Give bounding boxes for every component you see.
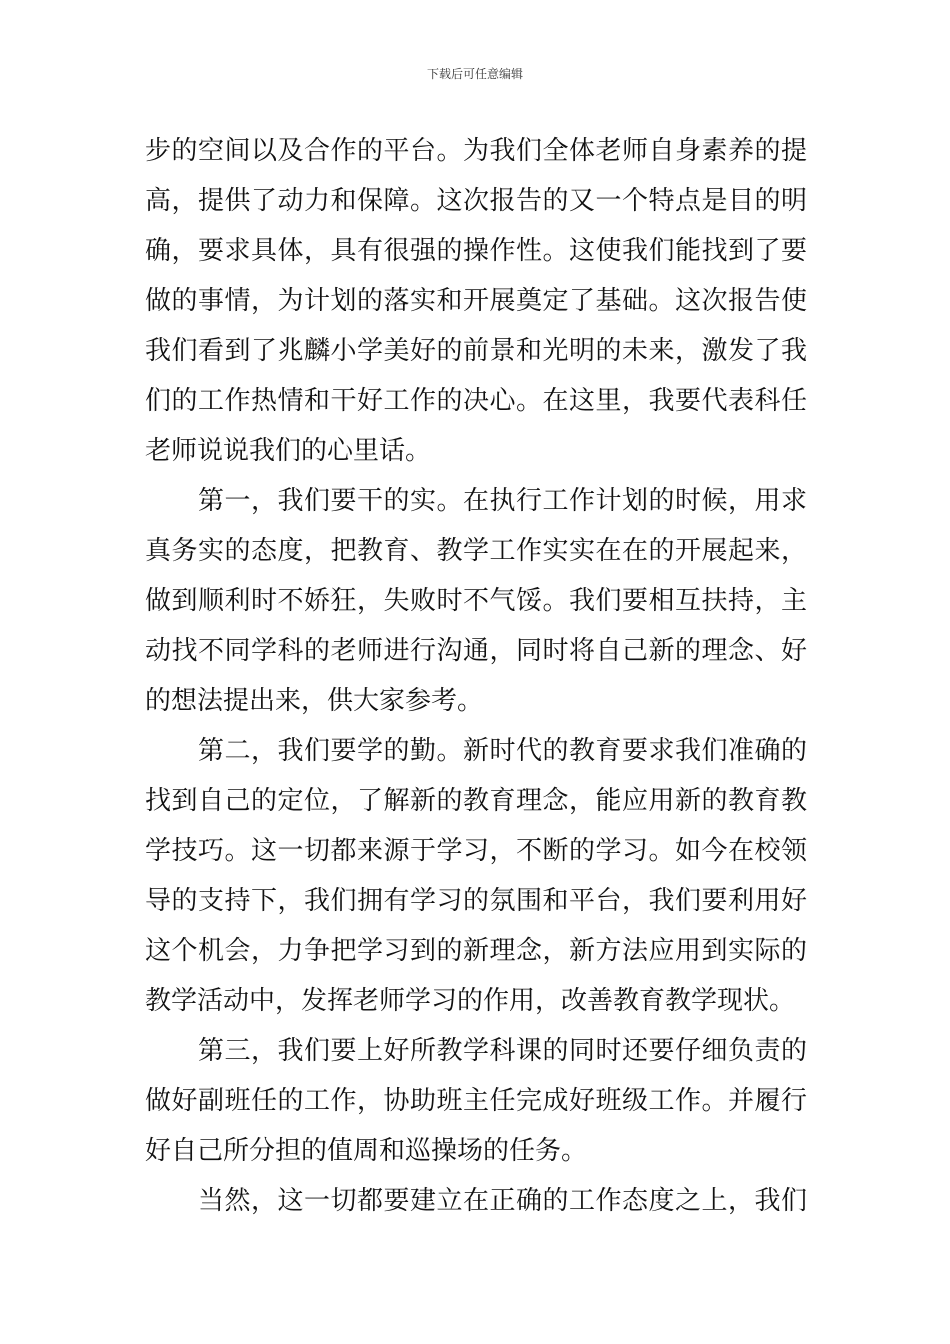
paragraph-line: 好自己所分担的值周和巡操场的任务。 bbox=[145, 1136, 588, 1166]
paragraph-line: 步的空间以及合作的平台。为我们全体老师自身素养的提 bbox=[145, 136, 807, 166]
page-header: 下载后可任意编辑 bbox=[426, 67, 523, 81]
paragraph-line: 老师说说我们的心里话。 bbox=[145, 436, 432, 466]
paragraph-line: 动找不同学科的老师进行沟通，同时将自己新的理念、好 bbox=[145, 636, 807, 666]
paragraph-line: 找到自己的定位，了解新的教育理念，能应用新的教育教 bbox=[145, 786, 807, 816]
paragraph-line: 第三，我们要上好所教学科课的同时还要仔细负责的 bbox=[198, 1036, 807, 1066]
paragraph-line: 这个机会，力争把学习到的新理念，新方法应用到实际的 bbox=[145, 936, 807, 966]
paragraph-line: 们的工作热情和干好工作的决心。在这里，我要代表科任 bbox=[145, 386, 807, 416]
paragraph-line: 确，要求具体，具有很强的操作性。这使我们能找到了要 bbox=[145, 236, 807, 266]
paragraph-line: 第一，我们要干的实。在执行工作计划的时候，用求 bbox=[198, 486, 807, 516]
paragraph-line: 高，提供了动力和保障。这次报告的又一个特点是目的明 bbox=[145, 186, 807, 216]
paragraph-line: 做的事情，为计划的落实和开展奠定了基础。这次报告使 bbox=[145, 286, 807, 316]
paragraph-line: 教学活动中，发挥老师学习的作用，改善教育教学现状。 bbox=[145, 986, 796, 1016]
paragraph-line: 学技巧。这一切都来源于学习，不断的学习。如今在校领 bbox=[145, 836, 807, 866]
paragraph-line: 真务实的态度，把教育、教学工作实实在在的开展起来， bbox=[145, 536, 807, 566]
paragraph-line: 做到顺利时不娇狂，失败时不气馁。我们要相互扶持，主 bbox=[145, 586, 807, 616]
paragraph-line: 第二，我们要学的勤。新时代的教育要求我们准确的 bbox=[198, 736, 807, 766]
document-body bbox=[145, 126, 807, 1226]
paragraph-line: 做好副班任的工作，协助班主任完成好班级工作。并履行 bbox=[145, 1086, 807, 1116]
paragraph-line: 我们看到了兆麟小学美好的前景和光明的未来，激发了我 bbox=[145, 336, 807, 366]
paragraph-line: 的想法提出来，供大家参考。 bbox=[145, 686, 484, 716]
paragraph-line: 当然，这一切都要建立在正确的工作态度之上，我们 bbox=[198, 1186, 807, 1216]
paragraph-line: 导的支持下，我们拥有学习的氛围和平台，我们要利用好 bbox=[145, 886, 807, 916]
